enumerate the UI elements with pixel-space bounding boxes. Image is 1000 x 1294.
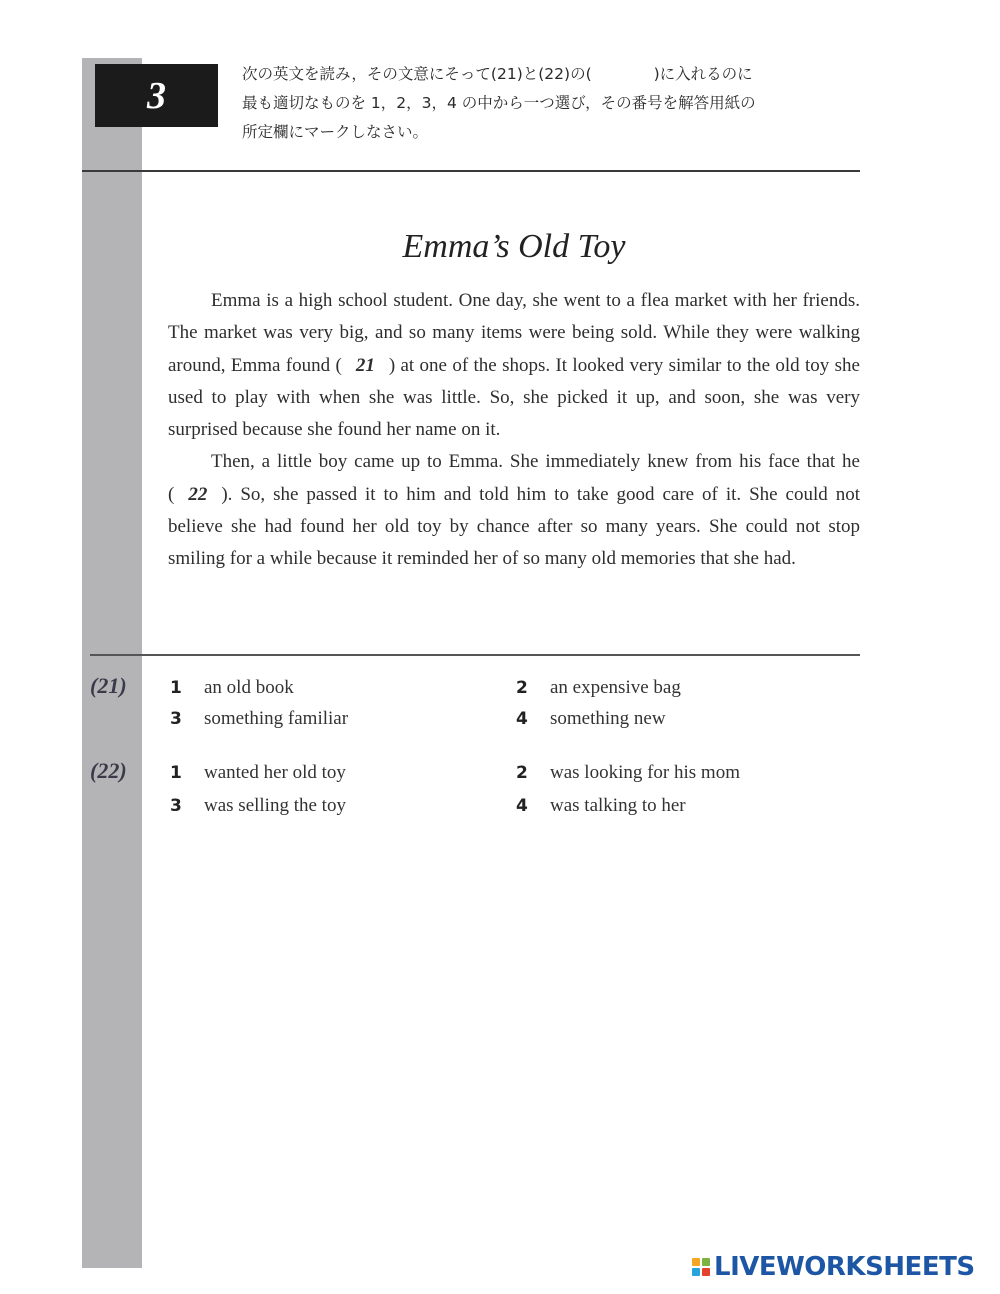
passage-paragraph-2 <box>168 446 860 575</box>
option-21-4[interactable] <box>516 708 666 730</box>
questions-divider <box>90 654 860 656</box>
liveworksheets-logo[interactable] <box>692 1252 975 1282</box>
option-21-3[interactable] <box>170 708 348 730</box>
logo-square <box>692 1258 700 1266</box>
option-number: 3 <box>170 709 182 729</box>
logo-square <box>702 1268 710 1276</box>
option-number: 1 <box>170 763 182 783</box>
option-22-4[interactable] <box>516 795 686 817</box>
option-text: was selling the toy <box>204 795 346 816</box>
passage-text: Then, a little boy came up to Emma. She immediately knew from his face that he ( <box>168 451 860 505</box>
instruction-line: 所定欄にマークしなさい。 <box>242 123 429 141</box>
blank-22: 22 <box>188 483 208 505</box>
logo-square <box>692 1268 700 1276</box>
option-number: 4 <box>516 709 528 729</box>
instruction-line: 最も適切なものを 1，2，3，4 の中から一つ選び，その番号を解答用紙の <box>242 94 756 112</box>
option-number: 2 <box>516 763 528 783</box>
passage-text: ). So, she passed it to him and told him to take good care of it. She could not believe she had found her old toy by chance after so many years. She could not stop smiling for a while because it reminded her of so many old memories that she had. <box>168 483 860 570</box>
option-number: 4 <box>516 796 528 816</box>
left-margin-bar <box>82 58 142 1268</box>
option-number: 2 <box>516 678 528 698</box>
question-label-21: (21) <box>90 673 127 698</box>
option-text: was looking for his mom <box>550 762 740 783</box>
instruction-line: 次の英文を読み，その文意にそって(21)と(22)の( )に入れるのに <box>242 65 753 83</box>
liveworksheets-logo-icon <box>692 1258 710 1276</box>
option-text: was talking to her <box>550 795 686 816</box>
instructions <box>242 60 862 147</box>
header-divider <box>82 170 860 172</box>
option-21-2[interactable] <box>516 677 681 699</box>
logo-text: LIVEWORKSHEETS <box>714 1252 975 1282</box>
logo-square <box>702 1258 710 1266</box>
option-number: 3 <box>170 796 182 816</box>
question-label-22: (22) <box>90 758 127 783</box>
option-text: an old book <box>204 677 294 698</box>
section-number: 3 <box>95 64 218 127</box>
option-text: wanted her old toy <box>204 762 346 783</box>
option-22-1[interactable] <box>170 762 346 784</box>
blank-21: 21 <box>355 354 375 376</box>
option-22-3[interactable] <box>170 795 346 817</box>
option-number: 1 <box>170 678 182 698</box>
option-22-2[interactable] <box>516 762 740 784</box>
option-text: something familiar <box>204 708 349 729</box>
option-text: something new <box>550 708 666 729</box>
passage-text: Emma is a high school student. One day, she went to a flea market with her friends. The market was very big, and so many items were being sold. While they were walking around, Emma found ( <box>168 290 860 376</box>
passage-title: Emma’s Old Toy <box>402 228 626 265</box>
option-text: an expensive bag <box>550 677 681 698</box>
passage-paragraph-1 <box>168 285 860 446</box>
passage-text: ) at one of the shops. It looked very similar to the old toy she used to play with when she was little. So, she picked it up, and soon, she was very surprised because she found her name on it. <box>168 354 860 441</box>
option-21-1[interactable] <box>170 677 294 699</box>
passage <box>168 285 860 576</box>
